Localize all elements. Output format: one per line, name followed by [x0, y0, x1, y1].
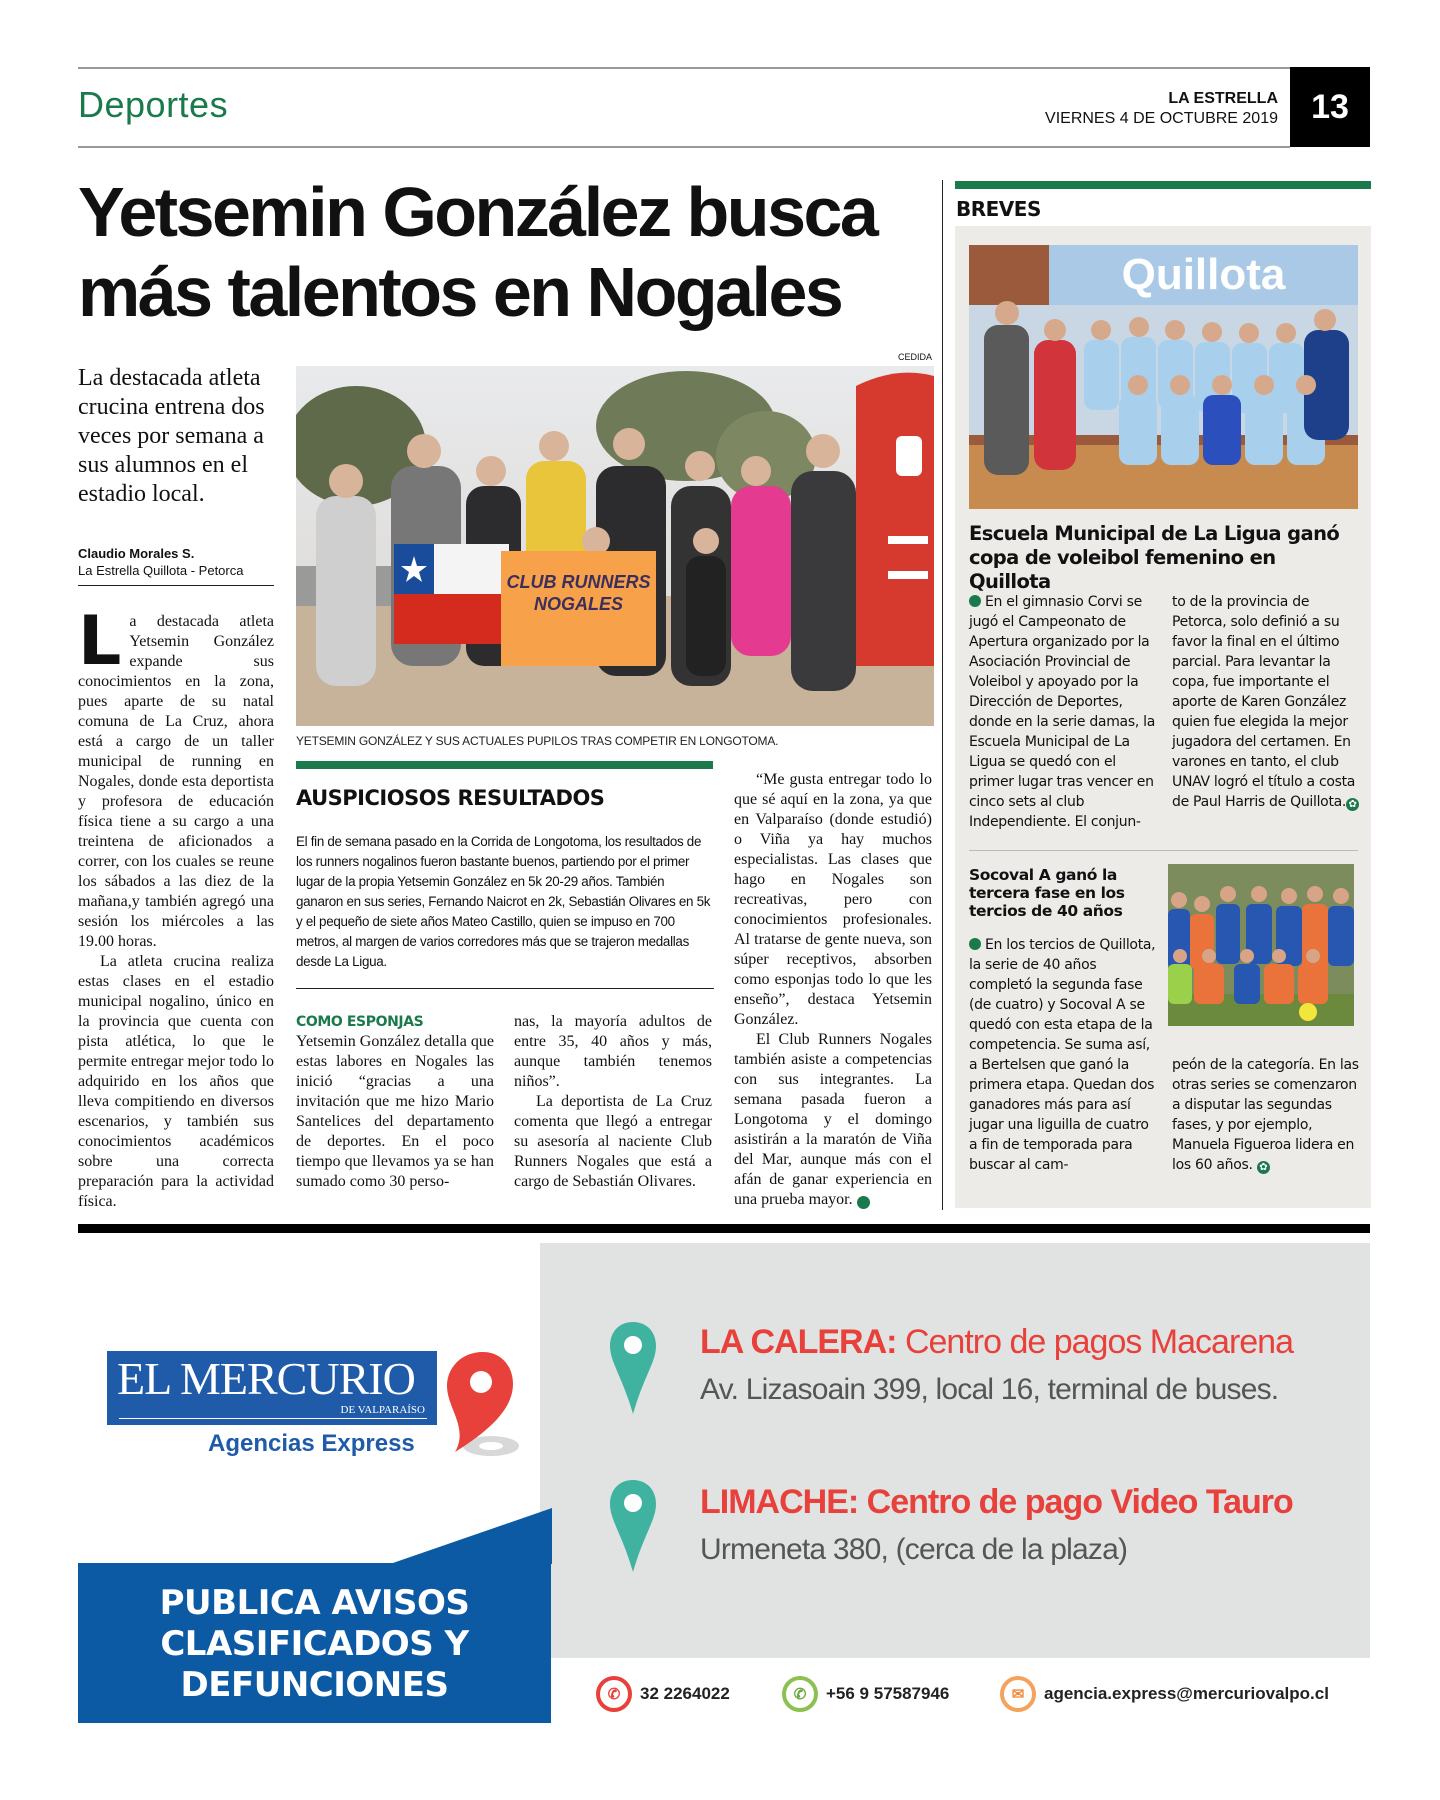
ad-locations-panel: [540, 1243, 1370, 1658]
breve-text: to de la provincia de Petorca, solo definió a su favor la final en el último parcial. Para levantar la copa, fue importante el aporte de Karen González quien fue elegida la mejor jugadora del certamen. En varones en tanto, el club UNAV logró el título a costa de Paul Harris de Quillota.: [1172, 594, 1356, 810]
soccer-team-photo: [1168, 864, 1354, 1026]
location-city: LIMACHE:: [700, 1483, 859, 1521]
paragraph: [78, 602, 274, 952]
bullet-dot-icon: [969, 595, 981, 607]
section-title: Deportes: [78, 84, 229, 125]
logo-underline: [119, 1418, 427, 1419]
headline-line-1: Yetsemin González busca: [78, 173, 877, 251]
breve-text: peón de la categoría. En las otras series se comenzaron a disputar las segundas fases, y por ejemplo, Manuela Figueroa lidera en los 60 años.: [1172, 1057, 1359, 1173]
box-rule: [296, 988, 714, 989]
bullet-dot-icon: [969, 938, 981, 950]
article-column-3: [514, 1012, 712, 1192]
promo-text: PUBLICA AVISOS CLASIFICADOS Y DEFUNCIONES: [159, 1583, 470, 1705]
runners-group-photo: [296, 366, 934, 726]
contact-whatsapp[interactable]: [782, 1676, 949, 1712]
issue-date: VIERNES 4 DE OCTUBRE 2019: [1045, 110, 1278, 127]
ad-separator-rule: [78, 1224, 1370, 1233]
location-2-address: Urmeneta 380, (cerca de la plaza): [700, 1533, 1128, 1566]
email-icon: ✉: [1000, 1676, 1036, 1712]
column-divider: [942, 180, 943, 1210]
location-city: LA CALERA:: [700, 1323, 897, 1361]
breves-divider: [969, 850, 1358, 851]
breve-1-column-2: [1172, 592, 1362, 812]
contact-text: +56 9 57587946: [826, 1684, 950, 1703]
paragraph: Yetsemin González detalla que estas labores en Nogales las inició “gracias a una invitación que me hizo Mario Santelices del departamento de deportes. En el poco tiempo que llevamos ya se han sumado como 30 perso-: [296, 1033, 494, 1190]
drop-cap: L: [78, 602, 122, 681]
paragraph: [734, 1030, 932, 1210]
paragraph: La deportista de La Cruz comenta que llegó a entregar su asesoría al naciente Club Runners Nogales que está a cargo de Sebastián Olivares.: [514, 1093, 712, 1190]
article-column-2: [296, 1012, 494, 1192]
paragraph: La atleta crucina realiza estas clases en el estadio municipal nogalino, único en la provincia que cuenta con pista atlética, lo que le permite entregar mejor todo lo adquirido en los años que lleva compitiendo en diversos escenarios, y también sus conocimientos académicos sobre una correcta preparación para la actividad física.: [78, 953, 274, 1210]
author-name: Claudio Morales S.: [78, 546, 195, 561]
box-accent-bar: [296, 761, 713, 769]
header-top-rule: [78, 67, 1370, 69]
breve-2-column-1: [969, 935, 1159, 1175]
paragraph-text: El Club Runners Nogales también asiste a competencias con sus integrantes. La semana pasada fueron a Longotoma y el domingo asistirán a la maratón de Viña del Mar, aunque más con el afán de ganar experiencia en una prueba mayor.: [734, 1031, 932, 1208]
breve-1-column-1: [969, 592, 1159, 832]
box-title: AUSPICIOSOS RESULTADOS: [296, 786, 605, 810]
phone-icon: ✆: [596, 1676, 632, 1712]
end-mark-icon: ✿: [1257, 1161, 1270, 1174]
ad-tagline: Agencias Express: [208, 1430, 415, 1457]
photo-credit: CEDIDA: [898, 352, 933, 362]
article-column-1: [78, 602, 274, 1212]
breves-accent-bar: [955, 181, 1371, 189]
breve-2-headline: Socoval A ganó la tercera fase en los tercios de 40 años: [969, 866, 1125, 920]
contact-text: agencia.express@mercuriovalpo.cl: [1044, 1684, 1329, 1703]
article-column-4: [734, 770, 932, 1210]
box-text: El fin de semana pasado en la Corrida de Longotoma, los resultados de los runners nogalinos fueron bastante buenos, partiendo por el primer lugar de la propia Yetsemin González en 5k 20-29 años. También ganaron en sus series, Fernando Naicrot en 2k, Sebastián Olivares en 5k y el pequeño de siete años Mateo Castillo, quien se impuso en 700 metros, al margen de varios corredores más que se trajeron medallas desde La Ligua.: [296, 834, 711, 969]
paper-name: LA ESTRELLA: [1168, 90, 1278, 107]
contact-text: 32 2264022: [640, 1684, 730, 1703]
photo-banner-text: Quillota: [1121, 250, 1286, 299]
location-2-title: [700, 1482, 1293, 1522]
deck-rule: [78, 585, 274, 586]
club-banner-text: CLUB RUNNERS NOGALES: [506, 572, 651, 614]
location-name: Centro de pago Video Tauro: [866, 1483, 1293, 1521]
article-deck: La destacada atleta crucina entrena dos veces por semana a sus alumnos en el estadio local.: [78, 365, 265, 507]
el-mercurio-logo: [107, 1351, 437, 1425]
end-mark-icon: ✿: [1346, 798, 1359, 811]
breve-1-headline: Escuela Municipal de La Ligua ganó copa de voleibol femenino en Quillota: [969, 522, 1340, 593]
runners-photo-illustration: [296, 366, 934, 726]
contact-phone[interactable]: [596, 1676, 730, 1712]
logo-subtitle: DE VALPARAÍSO: [340, 1404, 425, 1416]
paragraph-text: a destacada atleta Yetsemin González expande sus conocimientos en la zona, pues aparte de su natal comuna de La Cruz, ahora está a cargo de un taller municipal de running en Nogales, donde esta deportista y profesora de educación física tiene a su cargo a una treintena de aficionados a correr, con los cuales se reune los sábados a las diez de la mañana,y también agregó una sesión los miércoles a las 19.00 horas.: [78, 613, 274, 950]
location-name: Centro de pagos Macarena: [904, 1323, 1293, 1361]
paragraph: nas, la mayoría adultos de entre 35, 40 años y más, aunque también tenemos niños”.: [514, 1013, 712, 1090]
map-pin-teal-icon: [608, 1478, 658, 1579]
location-1-title: [700, 1322, 1293, 1362]
soccer-photo-illustration: [1168, 864, 1354, 1026]
header-bottom-rule: [78, 146, 1290, 148]
page-number: 13: [1290, 67, 1370, 147]
contact-email[interactable]: [1000, 1676, 1329, 1712]
photo-caption: YETSEMIN GONZÁLEZ Y SUS ACTUALES PUPILOS TRAS COMPETIR EN LONGOTOMA.: [296, 734, 779, 748]
location-1-address: Av. Lizasoain 399, local 16, terminal de buses.: [700, 1373, 1279, 1406]
breve-text: En los tercios de Quillota, la serie de 40 años completó la segunda fase (de cuatro) y Socoval A se quedó con esta etapa de la competencia. Se suma así, a Bertelsen que ganó la primera etapa. Quedan dos ganadores más para así jugar una liguilla de cuatro a fin de temporada para buscar al cam-: [969, 937, 1156, 1173]
headline-line-2: más talentos en Nogales: [78, 253, 842, 331]
paragraph: “Me gusta entregar todo lo que sé aquí en la zona, ya que en Valparaíso (donde estudió) o Viña ya hay muchos especialistas. Las clases que hago en Nogales son recreativas, pero con conocimientos profesionales. Al tratarse de gente nueva, son súper receptivos, absorben como esponjas todo lo que les enseño”, destaca Yetsemin González.: [734, 771, 932, 1028]
breve-2-column-2: [1172, 1055, 1362, 1175]
breves-title: BREVES: [956, 197, 1041, 221]
subhead: COMO ESPONJAS: [296, 1014, 424, 1030]
volleyball-team-photo: [969, 245, 1358, 509]
map-pin-red-icon: [443, 1348, 523, 1463]
whatsapp-icon: ✆: [782, 1676, 818, 1712]
logo-name: EL MERCURIO: [117, 1353, 415, 1404]
end-mark-icon: ✿: [857, 1196, 870, 1209]
map-pin-teal-icon: [608, 1320, 658, 1421]
breve-text: En el gimnasio Corvi se jugó el Campeonato de Apertura organizado por la Asociación Provincial de Voleibol y apoyado por la Dirección de Deportes, donde en la serie damas, la Escuela Municipal de La Ligua se quedó con el primer lugar tras vencer en cinco sets al club Independiente. El conjun-: [969, 594, 1155, 830]
chile-flag: [394, 544, 509, 644]
promo-box-tab: [390, 1508, 552, 1564]
article-headline: [78, 172, 938, 332]
author-outlet: La Estrella Quillota - Petorca: [78, 563, 244, 578]
